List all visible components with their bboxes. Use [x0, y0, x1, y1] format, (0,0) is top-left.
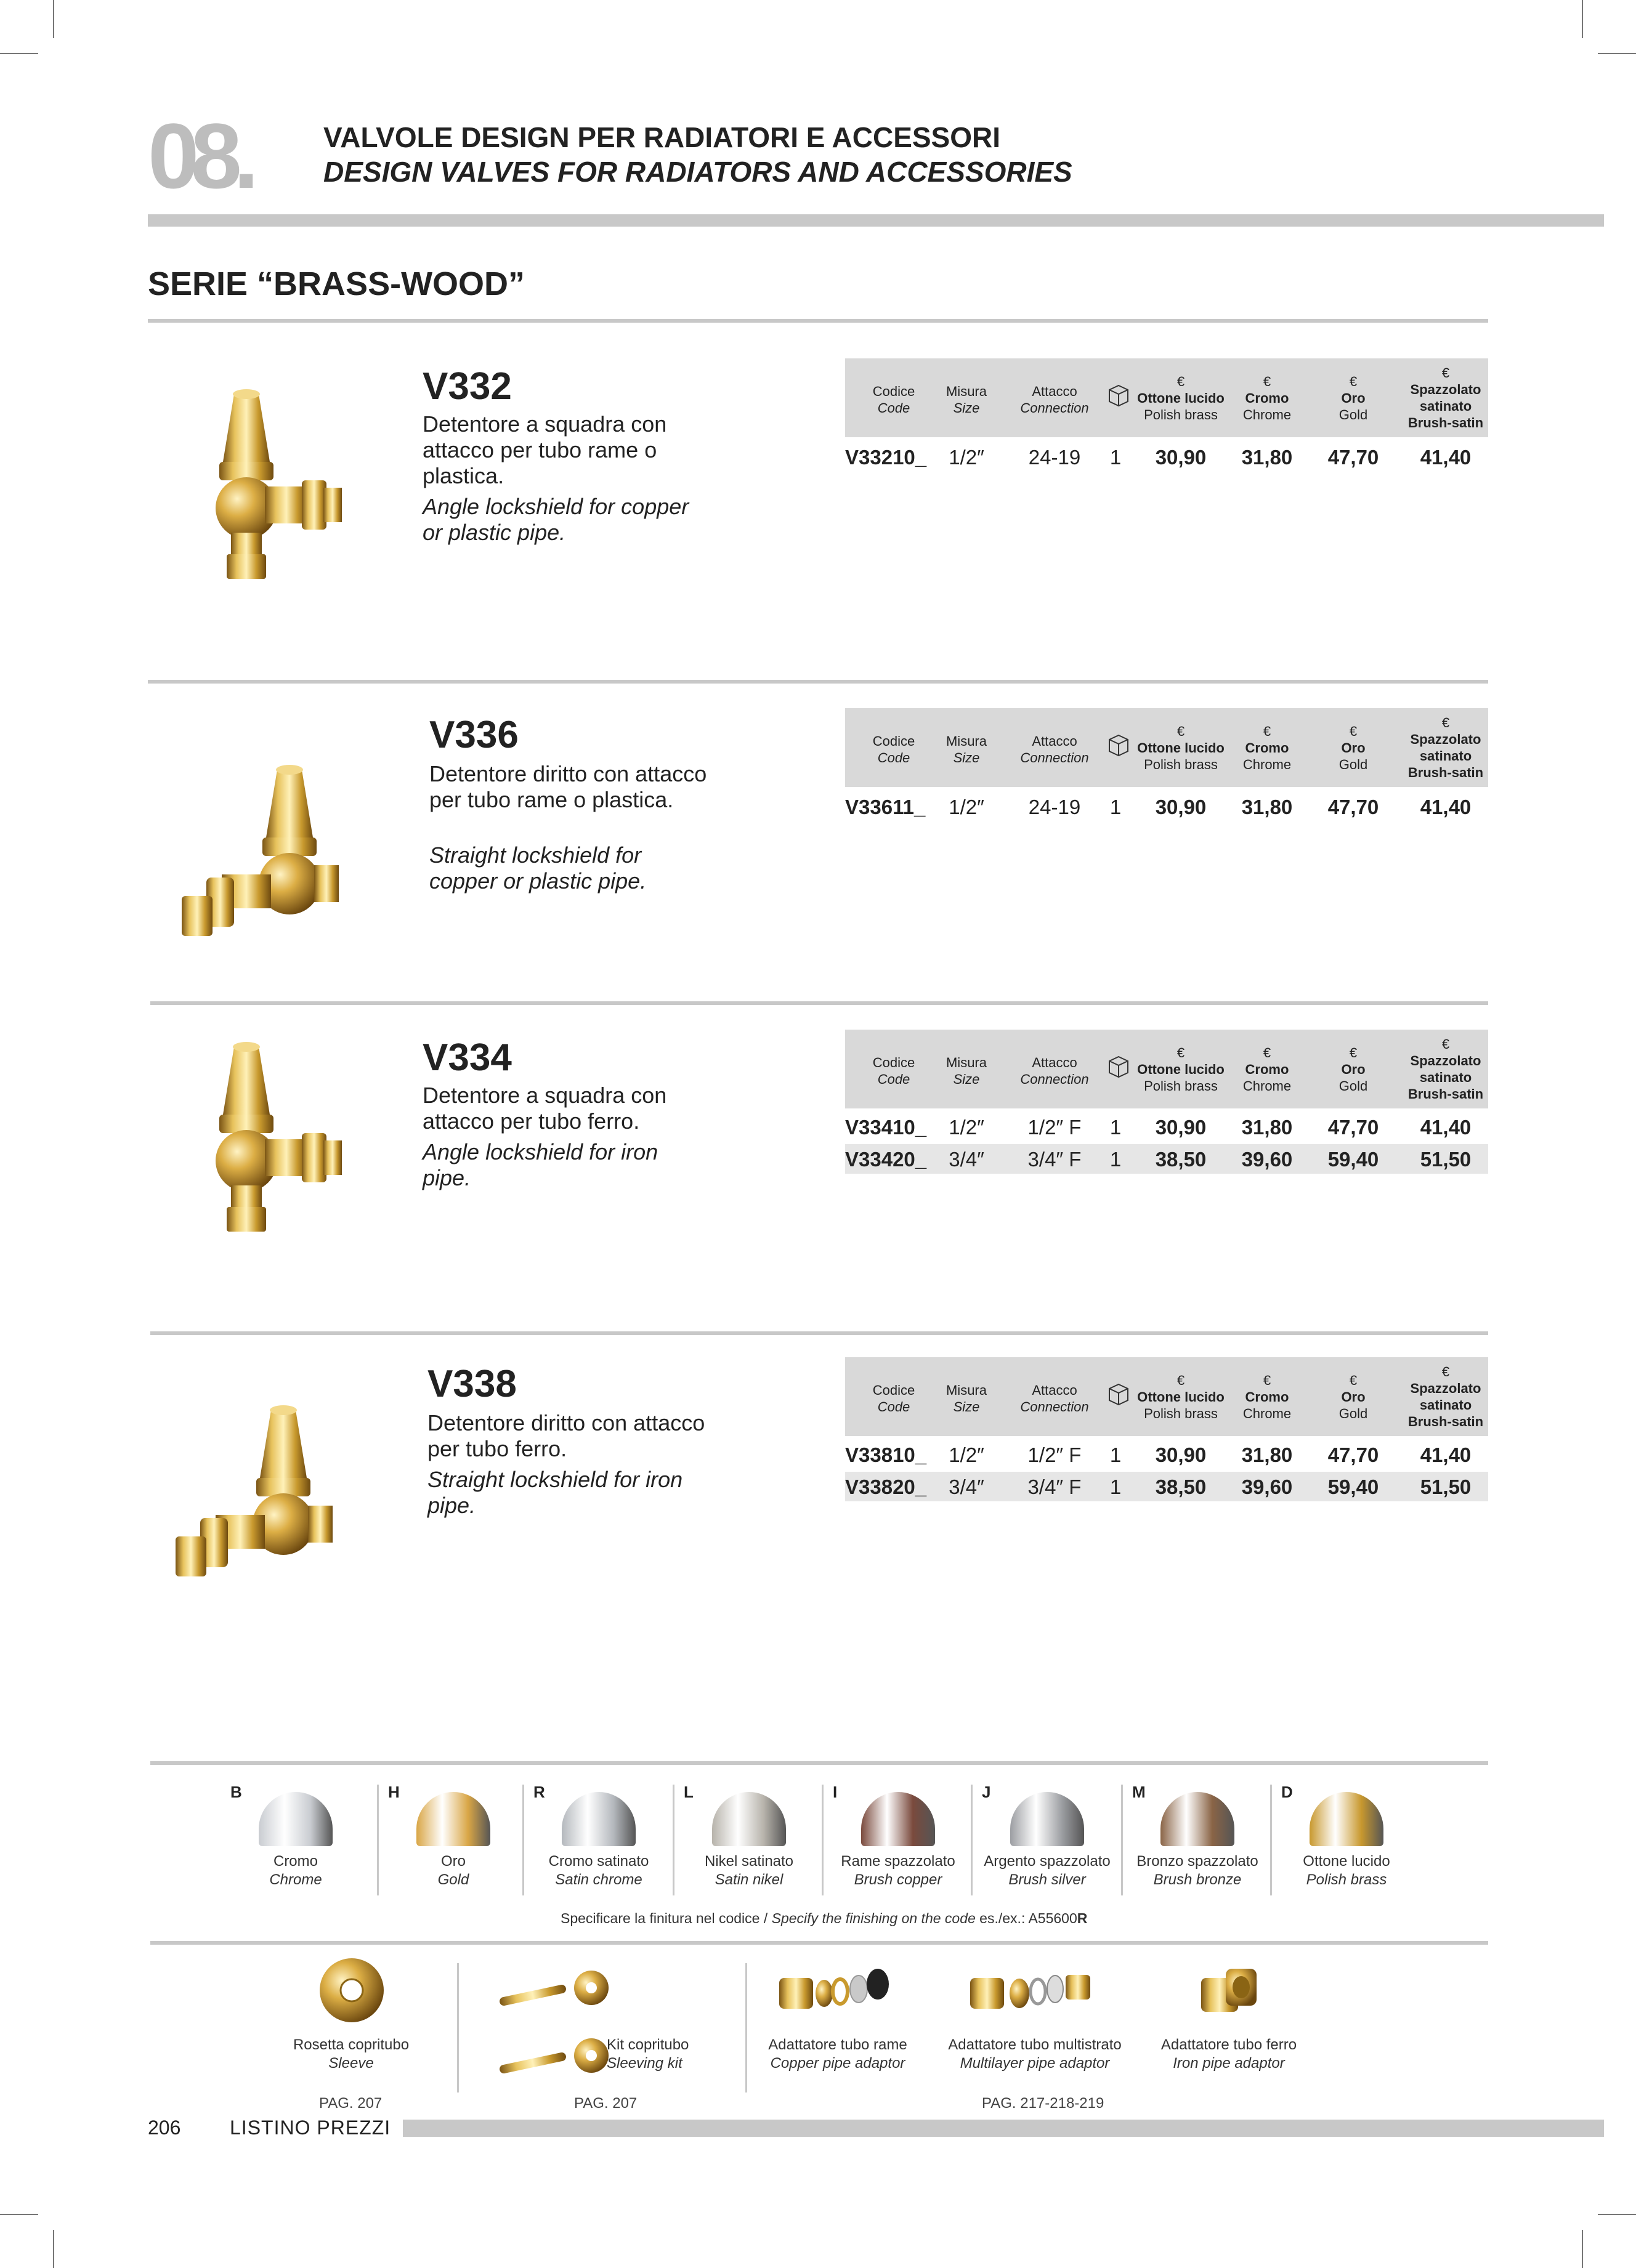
- product-description-it: Detentore a squadra con attacco per tubo ferro.: [423, 1083, 667, 1134]
- product-description-en: Straight lockshield for iron pipe.: [427, 1467, 683, 1518]
- divider: [745, 1963, 747, 2092]
- col-connection: Attacco: [1032, 384, 1077, 399]
- finish-sample-cap: [712, 1792, 786, 1846]
- copper-adaptor-image: [776, 1959, 893, 2021]
- price-table-header: Codice Code Misura Size Attacco Connection € Ottone lucido Polish brass € Cromo Chrome € Oro Gold € Spazzolato satinato Brush-satin: [845, 708, 1488, 787]
- price-table: [845, 1357, 1488, 1505]
- crop-mark: [1598, 53, 1636, 54]
- box-icon: [1106, 1382, 1131, 1410]
- price-row: V33810_ 1/2″ 1/2″ F 1 30,90 31,80 47,70 41,40: [845, 1443, 1472, 1466]
- price-row: V33410_ 1/2″ 1/2″ F 1 30,90 31,80 47,70 41,40: [845, 1116, 1472, 1139]
- product-code: V338: [427, 1363, 517, 1405]
- page-ref: PAG. 207: [574, 2095, 638, 2112]
- crop-mark: [53, 2230, 54, 2268]
- finish-sample-cap: [416, 1792, 490, 1846]
- page-title-it: VALVOLE DESIGN PER RADIATORI E ACCESSORI: [323, 121, 1001, 153]
- accessory-label: Kit copritubo Sleeving kit: [607, 2036, 689, 2072]
- finish-label: Bronzo spazzolato Brush bronze: [1136, 1853, 1258, 1888]
- finish-label: Cromo satinato Satin chrome: [548, 1853, 649, 1888]
- price-table-header: Codice Code Misura Size Attacco Connection € Ottone lucido Polish brass € Cromo Chrome € Oro Gold € Spazzolato satinato Brush-satin: [845, 358, 1488, 437]
- finish-label: Oro Gold: [437, 1853, 469, 1888]
- product-image-angle-lockshield: [197, 382, 382, 585]
- finish-sample-cap: [562, 1792, 636, 1846]
- page-title-en: DESIGN VALVES FOR RADIATORS AND ACCESSORIES: [323, 156, 1072, 188]
- divider: [377, 1785, 379, 1895]
- finish-letter: L: [684, 1783, 694, 1801]
- sleeve-image: [318, 1953, 386, 2027]
- col-chrome: Cromo: [1245, 390, 1289, 406]
- finish-sample-cap: [861, 1792, 935, 1846]
- crop-mark: [1598, 2214, 1636, 2215]
- box-icon: [1106, 383, 1131, 411]
- price-row: V33210_ 1/2″ 24-19 1 30,90 31,80 47,70 41,40: [845, 446, 1472, 469]
- price-row: V33420_ 3/4″ 3/4″ F 1 38,50 39,60 59,40 51,50: [845, 1144, 1488, 1174]
- col-gold: Oro: [1341, 390, 1366, 406]
- divider: [457, 1963, 459, 2092]
- product-image-angle-lockshield: [197, 1035, 382, 1238]
- product-code: V332: [423, 365, 512, 408]
- accessory-label: Rosetta copritubo Sleeve: [293, 2036, 410, 2072]
- col-polish: Ottone lucido: [1137, 390, 1225, 406]
- accessory-label: Adattatore tubo multistrato Multilayer pipe adaptor: [948, 2036, 1122, 2072]
- product-separator: [148, 680, 1488, 684]
- finish-label: Argento spazzolato Brush silver: [984, 1853, 1111, 1888]
- finish-label: Cromo Chrome: [269, 1853, 322, 1888]
- price-table-header: Codice Code Misura Size Attacco Connection € Ottone lucido Polish brass € Cromo Chrome € Oro Gold € Spazzolato satinato Brush-satin: [845, 1357, 1488, 1436]
- product-description-en: Angle lockshield for iron pipe.: [423, 1139, 658, 1190]
- crop-mark: [0, 53, 38, 54]
- finishes-rule: [150, 1761, 1488, 1765]
- footer-label: LISTINO PREZZI: [230, 2117, 391, 2139]
- accessory-label: Adattatore tubo rame Copper pipe adaptor: [768, 2036, 907, 2072]
- product-image-straight-lockshield: [172, 757, 382, 954]
- finish-letter: J: [982, 1783, 991, 1801]
- finish-letter: H: [388, 1783, 400, 1801]
- crop-mark: [0, 2214, 38, 2215]
- product-description-en: Straight lockshield for copper or plastic pipe.: [429, 842, 647, 894]
- divider: [522, 1785, 524, 1895]
- price-row: V33611_ 1/2″ 24-19 1 30,90 31,80 47,70 41,40: [845, 796, 1472, 818]
- product-separator: [150, 1001, 1488, 1005]
- price-table: [845, 708, 1488, 819]
- box-icon: [1106, 733, 1131, 761]
- finish-label: Ottone lucido Polish brass: [1303, 1853, 1390, 1888]
- col-size: Misura: [946, 384, 987, 399]
- header-rule: [148, 214, 1604, 227]
- page-number: 206: [148, 2117, 181, 2139]
- divider: [971, 1785, 973, 1895]
- finish-sample-cap: [259, 1792, 333, 1846]
- product-description-it: Detentore a squadra con attacco per tubo rame o plastica.: [423, 411, 667, 488]
- accessory-label: Adattatore tubo ferro Iron pipe adaptor: [1160, 2036, 1297, 2072]
- price-row: V33820_ 3/4″ 3/4″ F 1 38,50 39,60 59,40 51,50: [845, 1472, 1488, 1501]
- finish-label: Rame spazzolato Brush copper: [841, 1853, 955, 1888]
- multilayer-adaptor-image: [967, 1959, 1096, 2021]
- accessories-rule: [150, 1941, 1488, 1945]
- finish-sample-cap: [1310, 1792, 1383, 1846]
- col-satin: Spazzolato: [1410, 382, 1481, 397]
- series-title: SERIE “BRASS-WOOD”: [148, 265, 525, 302]
- price-table: [845, 1030, 1488, 1177]
- divider: [673, 1785, 674, 1895]
- crop-mark: [1582, 2230, 1583, 2268]
- finish-label: Nikel satinato Satin nikel: [704, 1853, 794, 1888]
- price-table-header: Codice Code Misura Size Attacco Connection € Ottone lucido Polish brass € Cromo Chrome € Oro Gold € Spazzolato satinato Brush-satin: [845, 1030, 1488, 1108]
- divider: [822, 1785, 824, 1895]
- finish-note: Specificare la finitura nel codice / Specify the finishing on the code es./ex.: A55600R: [561, 1910, 1088, 1926]
- finish-letter: R: [533, 1783, 545, 1801]
- box-icon: [1106, 1054, 1131, 1083]
- series-rule: [148, 319, 1488, 323]
- section-number: 08.: [148, 104, 251, 208]
- crop-mark: [1582, 0, 1583, 38]
- product-description-en: Angle lockshield for copper or plastic pipe.: [423, 494, 689, 545]
- footer-rule: [403, 2120, 1604, 2137]
- crop-mark: [53, 0, 54, 38]
- product-code: V336: [429, 714, 519, 756]
- product-code: V334: [423, 1036, 512, 1079]
- finish-letter: B: [230, 1783, 242, 1801]
- col-code: Codice: [872, 384, 915, 399]
- page-ref: PAG. 217-218-219: [982, 2095, 1104, 2112]
- page-ref: PAG. 207: [319, 2095, 383, 2112]
- finish-letter: D: [1281, 1783, 1293, 1801]
- product-description-it: Detentore diritto con attacco per tubo ferro.: [427, 1410, 705, 1461]
- finish-sample-cap: [1160, 1792, 1234, 1846]
- finish-sample-cap: [1010, 1792, 1084, 1846]
- finish-letter: M: [1132, 1783, 1146, 1801]
- product-separator: [150, 1331, 1488, 1335]
- sleeving-kit-image: [493, 1963, 610, 2086]
- price-table: [845, 358, 1488, 469]
- product-image-straight-lockshield: [166, 1398, 376, 1595]
- finish-letter: I: [833, 1783, 838, 1801]
- iron-adaptor-image: [1195, 1959, 1263, 2021]
- divider: [1121, 1785, 1123, 1895]
- divider: [1270, 1785, 1272, 1895]
- product-description-it: Detentore diritto con attacco per tubo rame o plastica.: [429, 761, 707, 812]
